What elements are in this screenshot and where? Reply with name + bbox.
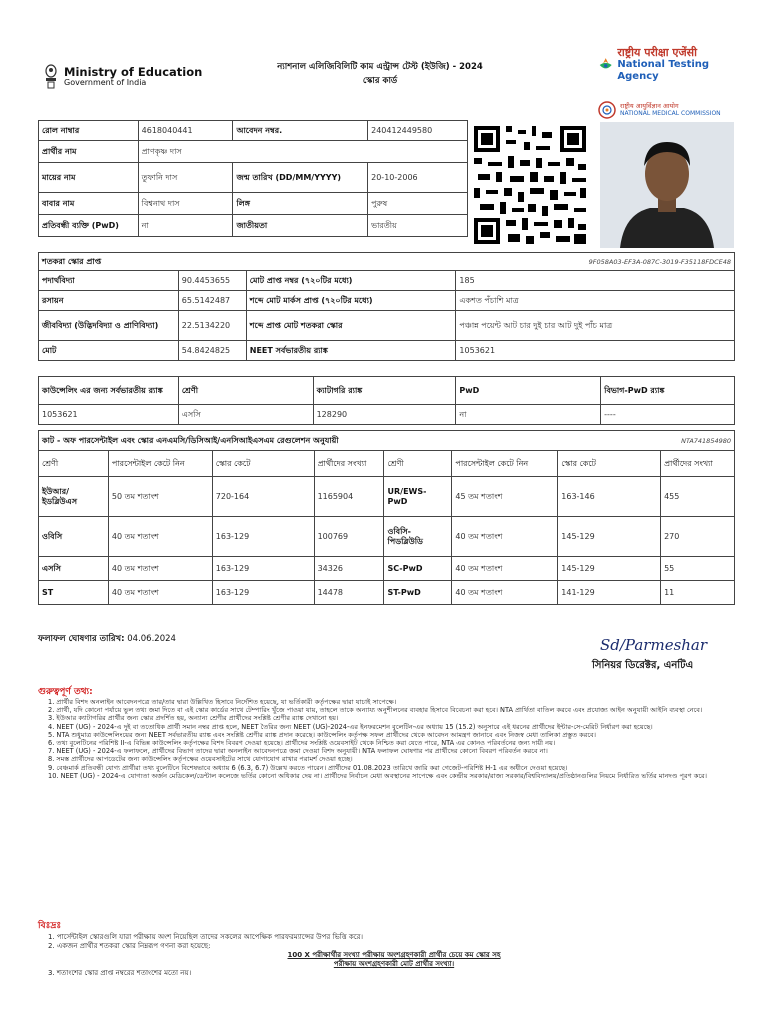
- hash-code: 9F058A03-EF3A-087C-3019-F35118FDCE48: [456, 253, 735, 271]
- table-row: [39, 377, 735, 405]
- exam-title-block: [240, 60, 520, 88]
- cutoff-cell: UR/EWS- PwD: [384, 477, 452, 517]
- cutoff-cell: 40 তম শতাংশ: [108, 517, 212, 557]
- list-item: 3. ইউআর ক্যাটাগরির প্রার্থীর জন্য স্কোর প্রদর্শিত হয়, অন্যান্য শ্রেণীর প্রার্থীদের সংশ্লিষ্ট শ্রেণীর র‍্যাঙ্ক দেখানো হয়।: [48, 714, 339, 723]
- cutoff-header: শ্রেণী: [39, 451, 109, 477]
- cutoff-cell: 455: [661, 477, 735, 517]
- father-value: বিশ্বনাথ দাস: [138, 193, 233, 215]
- table-row: [39, 291, 735, 311]
- dob-value: 20-10-2006: [368, 163, 468, 193]
- chemistry-value: 65.5142487: [178, 291, 246, 311]
- candidate-details-table: [38, 120, 468, 237]
- gender-label: লিঙ্গ: [233, 193, 368, 215]
- name-label: প্রার্থীর নাম: [39, 141, 139, 163]
- cutoff-cell: 40 তম শতাংশ: [452, 557, 558, 581]
- category-rank-value: 128290: [313, 405, 456, 425]
- chemistry-label: রসায়ন: [39, 291, 179, 311]
- cutoff-cell: ইউআর/ ইডব্লিউএস: [39, 477, 109, 517]
- cutoff-cell: 163-129: [212, 557, 314, 581]
- neet-rank-label: NEET সর্বভারতীয় র‍্যাঙ্ক: [246, 341, 456, 361]
- nta-logo: [598, 46, 734, 83]
- pwd-label: প্রতিবন্ধী ব্যক্তি (PwD): [39, 215, 139, 237]
- cutoff-cell: 163-129: [212, 517, 314, 557]
- counselling-air-label: কাউন্সেলিং এর জন্য সর্বভারতীয় র‍্যাঙ্ক: [39, 377, 179, 405]
- result-date-value: 04.06.2024: [127, 634, 176, 644]
- cutoff-cell: 163-129: [212, 581, 314, 605]
- table-row: [39, 215, 468, 237]
- mother-label: মায়ের নাম: [39, 163, 139, 193]
- table-row: [39, 163, 468, 193]
- cutoff-code: NTA741854980: [558, 431, 735, 451]
- table-row: [39, 193, 468, 215]
- scores-table: [38, 252, 735, 361]
- cutoff-cell: 34326: [314, 557, 384, 581]
- pwd-rank-label: বিভাগ-PwD র‍্যাঙ্ক: [601, 377, 735, 405]
- dob-label: জন্ম তারিখ (DD/MM/YYYY): [233, 163, 368, 193]
- cutoff-cell: 40 তম শতাংশ: [452, 581, 558, 605]
- list-item: 2. প্রার্থী, যদি কোনো পর্যায়ে ভুল তথ্য জমা দিতে বা এই স্কোর কার্ডের সাথে টেম্পারিং খুঁজে পাওয়া যায়, তাহলে তাকে অন্যায্য অনুশীলনের ব্যবহার হিসাবে বিবেচনা করা হবে। NTA প্রার্থিতা বাতিল করবে এবং প্রযোজ্য আইন অনুযায়ী আইনি ব্যবস্থা নেবে।: [48, 706, 703, 715]
- cutoff-cell: 40 তম শতাংশ: [108, 581, 212, 605]
- cutoff-cell: 55: [661, 557, 735, 581]
- signatory-title: সিনিয়র ডিরেক্টর, এনটিএ: [592, 660, 694, 671]
- table-row: [39, 431, 735, 451]
- cutoff-cell: 11: [661, 581, 735, 605]
- cutoff-cell: 40 তম শতাংশ: [108, 557, 212, 581]
- cutoff-header: প্রার্থীদের সংখ্যা: [314, 451, 384, 477]
- result-date: [38, 632, 176, 646]
- roll-label: রোল নাম্বার: [39, 121, 139, 141]
- table-row: [39, 121, 468, 141]
- category-rank-label: ক্যাটাগরি র‍্যাঙ্ক: [313, 377, 456, 405]
- cutoff-cell: 141-129: [558, 581, 661, 605]
- important-info-title: গুরুত্বপূর্ণ তথ্য:: [38, 687, 93, 697]
- exam-title: ন্যাশনাল এলিজিবিলিটি কাম এন্ট্রান্স টেস্ট (ইউজি) - 2024: [277, 62, 483, 72]
- nmc-seal-icon: [598, 101, 616, 119]
- cutoff-cell: 270: [661, 517, 735, 557]
- cutoff-cell: এসসি: [39, 557, 109, 581]
- pwd-header-value: না: [456, 405, 601, 425]
- cutoff-table: [38, 430, 735, 605]
- list-item: 1. পার্সেন্টাইল স্কোরগুলি যারা পরীক্ষায় অংশ নিয়েছিল তাদের সকলের আপেক্ষিক পারফরম্যান্সের উপর ভিত্তি করে।: [48, 933, 363, 941]
- table-row: [39, 581, 735, 605]
- list-item: 5. NTA শুধুমাত্র কাউন্সেলিংয়ের জন্য NEET সর্বভারতীয় র‍্যাঙ্ক এবং সংশ্লিষ্ট শ্রেণীর র‍্যাঙ্ক প্রদান করেছে। কাউন্সেলিং কর্তৃপক্ষ সফল প্রার্থীদের থেকে আবেদন আমন্ত্রণ জানাবে এবং নিজস্ব মেধা তালিকা প্রস্তুত করবে।: [48, 730, 597, 739]
- cutoff-cell: SC-PwD: [384, 557, 452, 581]
- cutoff-title: কাট - অফ পারসেন্টাইল এবং স্কোর এনএমসি/ডিসিআই/এনসিআইএসএম রেগুলেশন অনুযায়ী: [39, 431, 558, 451]
- list-item: 3. শতাংশের স্কোর প্রাপ্ত নম্বরের শতাংশের মতো নয়।: [48, 969, 192, 977]
- marks-in-words-label: শব্দে মোট মার্কস প্রাপ্ত (৭২০টির মধ্যে): [246, 291, 456, 311]
- cutoff-header: প্রার্থীদের সংখ্যা: [661, 451, 735, 477]
- name-value: প্রাণকৃষ্ণ দাস: [138, 141, 467, 163]
- table-row: [39, 271, 735, 291]
- nationality-value: ভারতীয়: [368, 215, 468, 237]
- cutoff-header: স্কোর কেটে: [558, 451, 661, 477]
- percentile-words-value: পঞ্চান্ন পয়েন্ট আট চার দুই চার আট দুই পাঁচ মাত্র: [456, 311, 735, 341]
- national-emblem-icon: [44, 64, 58, 90]
- ministry-logo-block: [44, 64, 202, 90]
- cutoff-cell: 14478: [314, 581, 384, 605]
- pwd-rank-value: ----: [601, 405, 735, 425]
- signature-block: [592, 636, 742, 675]
- table-row: [39, 311, 735, 341]
- pwd-header-label: PwD: [456, 377, 601, 405]
- cutoff-cell: 145-129: [558, 557, 661, 581]
- cutoff-cell: 1165904: [314, 477, 384, 517]
- list-item: 1. প্রার্থীর বিশদ অনলাইন আবেদনপত্রে তার/তার দ্বারা উল্লিখিত হিসাবে নির্দেশিত হয়েছে, যা ভর্তিকারী কর্তৃপক্ষের দ্বারা যাচাই সাপেক্ষে।: [48, 698, 397, 706]
- signature: Sd/Parmeshar: [600, 636, 708, 654]
- total-label: মোট: [39, 341, 179, 361]
- notes-title: বিঃদ্রঃ: [38, 921, 62, 931]
- table-row: [39, 341, 735, 361]
- ministry-title: Ministry of Education: [64, 65, 203, 79]
- list-item: 8. সমস্ত প্রার্থীদের আপডেটের জন্য কাউন্সেলিং কর্তৃপক্ষের ওয়েবসাইটের সাথে যোগাযোগ রাখার পরামর্শ দেওয়া হচ্ছে।: [48, 755, 353, 764]
- formula-numerator: 100 X পরীক্ষার্থীর সংখ্যা পরীক্ষায় অংশগ্রহণকারী প্রার্থীর চেয়ে কম স্কোর সহ: [287, 951, 501, 959]
- list-item: 2. একজন প্রার্থীর শতকরা স্কোর নিম্নরূপ গণনা করা হয়েছে:: [48, 942, 211, 950]
- total-marks-label: মোট প্রাপ্ত নম্বর (৭২০টির মধ্যে): [246, 271, 456, 291]
- total-value: 54.8424825: [178, 341, 246, 361]
- total-marks-value: 185: [456, 271, 735, 291]
- mother-value: তুফানি দাস: [138, 163, 233, 193]
- cutoff-cell: 163-146: [558, 477, 661, 517]
- agency-logos: [598, 46, 734, 119]
- list-item: 6. তথ্য বুলেটিনের পরিশিষ্ট II-এ বিভিন্ন কাউন্সেলিং কর্তৃপক্ষের বিশদ বিবরণ দেওয়া হয়েছে। প্রার্থীদের সংশ্লিষ্ট ওয়েবসাইট থেকে নিশ্চিত করা যেতে পারে, NTA এর কোনও পরিবর্তনের জন্য দায়ী নয়।: [48, 739, 556, 748]
- cutoff-cell: ST: [39, 581, 109, 605]
- notes-list: [40, 933, 740, 978]
- list-item: 4. NEET (UG) - 2024-এ দুই বা ততোধিক প্রার্থী সমান নম্বর প্রাপ্ত হলে, NEET তৈরির জন্য NEET (UG)-2024-এর ইনফরমেশন বুলেটিন-এর অধ্যায় 15 (15.2) অনুসারে এই ধরনের প্রার্থীদের ইন্টার-সে-মেরিট নির্ধারণ করা হয়েছে।: [48, 722, 653, 731]
- candidate-photo-icon: [600, 122, 734, 248]
- qr-code-icon: [470, 122, 590, 248]
- marks-in-words-value: একশত পঁচাশি মাত্র: [456, 291, 735, 311]
- nmc-english-name: NATIONAL MEDICAL COMMISSION: [620, 110, 721, 117]
- cutoff-header: পারসেন্টাইল কেটে নিন: [452, 451, 558, 477]
- table-row: [39, 141, 468, 163]
- nta-english-name: National Testing Agency: [617, 59, 710, 82]
- important-info-list: [40, 698, 740, 780]
- biology-value: 22.5134220: [178, 311, 246, 341]
- table-row: [39, 451, 735, 477]
- list-item: 10. NEET (UG) - 2024-এ যোগ্যতা অর্জন মেডিকেল/ডেন্টাল কলেজে ভর্তির কোনো অধিকার দেয় না। প্রার্থীদের নির্বাচন মেধা অবস্থানের সাপেক্ষে এবং কেন্দ্রীয় সরকার/রাজ্য সরকার/বিশ্ববিদ্যালয়/প্রতিষ্ঠানগুলির নিয়মে নির্ধারিত ভর্তির মানদণ্ড পূরণ করে।: [48, 771, 707, 780]
- nmc-logo: [598, 101, 734, 119]
- table-row: [39, 253, 735, 271]
- cutoff-cell: ওবিসি: [39, 517, 109, 557]
- cutoff-cell: 45 তম শতাংশ: [452, 477, 558, 517]
- category-label: শ্রেণী: [178, 377, 313, 405]
- application-value: 240412449580: [368, 121, 468, 141]
- nta-hindi-name: राष्ट्रीय परीक्षा एजेंसी: [617, 46, 697, 59]
- cutoff-cell: ST-PwD: [384, 581, 452, 605]
- cutoff-cell: 145-129: [558, 517, 661, 557]
- gender-value: পুরুষ: [368, 193, 468, 215]
- roll-value: 4618040441: [138, 121, 233, 141]
- candidate-photo: [600, 122, 734, 248]
- cutoff-cell: 720-164: [212, 477, 314, 517]
- father-label: বাবার নাম: [39, 193, 139, 215]
- table-row: [39, 477, 735, 517]
- cutoff-cell: ওবিসি- পিডব্লিউডি: [384, 517, 452, 557]
- cutoff-header: স্কোর কেটে: [212, 451, 314, 477]
- list-item: 9. বেঞ্চমার্ক প্রতিবন্ধী যোগ্য প্রার্থীরা তথ্য বুলেটিনে বিশেষভাবে অধ্যায় 6 (6.3, 6.7) উল্লেখ করতে পারেন। প্রার্থীদের 01.08.2023 তারিখে জারি করা গেজেট-পরিশিষ্ট H-1 এর অধীনে দেওয়া হয়েছে।: [48, 763, 568, 772]
- nmc-hindi-name: राष्ट्रीय आयुर्विज्ञान आयोग: [620, 102, 679, 110]
- counselling-air-value: 1053621: [39, 405, 179, 425]
- counselling-rank-table: [38, 376, 735, 425]
- category-value: এসসি: [178, 405, 313, 425]
- formula-denominator: পরীক্ষায় অংশগ্রহণকারী মোট প্রার্থীর সংখ্যা।: [333, 960, 455, 968]
- physics-value: 90.4453655: [178, 271, 246, 291]
- nationality-label: জাতীয়তা: [233, 215, 368, 237]
- biology-label: জীববিদ্যা (উদ্ভিদবিদ্যা ও প্রাণিবিদ্যা): [39, 311, 179, 341]
- pwd-value: না: [138, 215, 233, 237]
- cutoff-header: পারসেন্টাইল কেটে নিন: [108, 451, 212, 477]
- card-title: স্কোর কার্ড: [362, 76, 398, 86]
- physics-label: পদার্থবিদ্যা: [39, 271, 179, 291]
- table-row: [39, 517, 735, 557]
- neet-rank-value: 1053621: [456, 341, 735, 361]
- cutoff-cell: 100769: [314, 517, 384, 557]
- application-label: আবেদন নম্বর.: [233, 121, 368, 141]
- percentile-words-label: শব্দে প্রাপ্ত মোট শতকরা স্কোর: [246, 311, 456, 341]
- cutoff-header: শ্রেণী: [384, 451, 452, 477]
- score-section-label: শতকরা স্কোর প্রাপ্ত: [39, 253, 456, 271]
- ministry-subtitle: Government of India: [64, 78, 147, 87]
- result-date-label: ফলাফল ঘোষণার তারিখ:: [38, 634, 125, 644]
- table-row: [39, 405, 735, 425]
- nta-logo-icon: [598, 56, 613, 74]
- table-row: [39, 557, 735, 581]
- cutoff-cell: 50 তম শতাংশ: [108, 477, 212, 517]
- cutoff-cell: 40 তম শতাংশ: [452, 517, 558, 557]
- list-item: 7. NEET (UG) - 2024-এ ফলাফলে, প্রার্থীদের বিভাগ তাদের দ্বারা অনলাইন আবেদনপত্রে জমা দেওয়া বিশদ অনুযায়ী। NTA ফলাফল ঘোষণার পর প্রার্থীদের কোনো বিবরণ পরিবর্তন করবে না।: [48, 747, 548, 756]
